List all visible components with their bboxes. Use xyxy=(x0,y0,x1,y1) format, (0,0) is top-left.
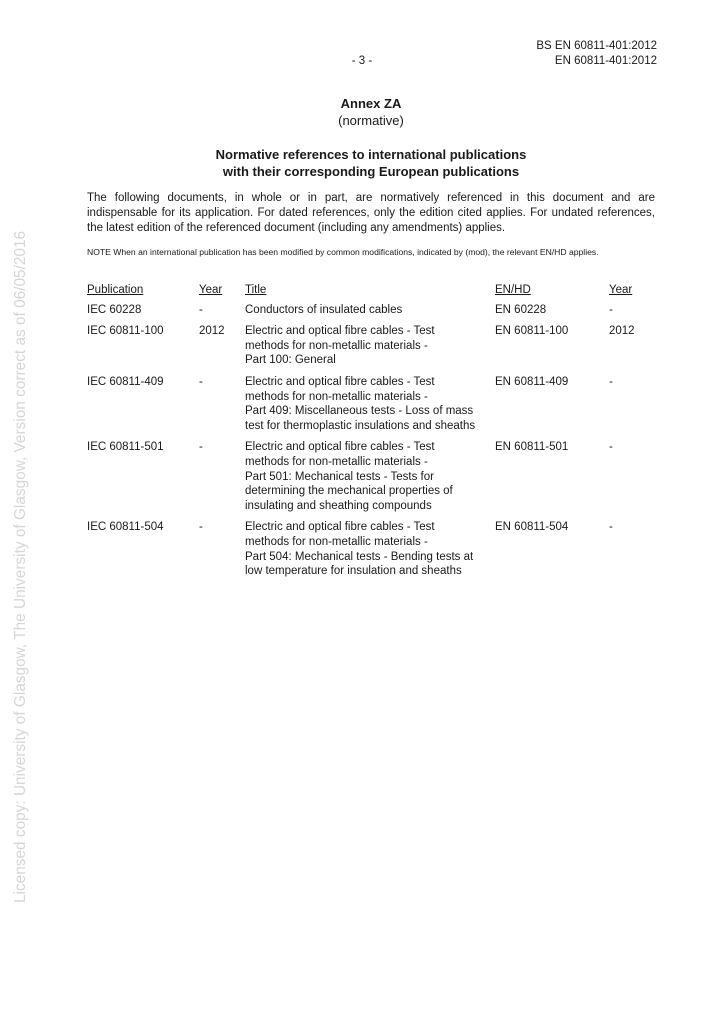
header-publication: Publication xyxy=(87,284,144,296)
title-line: Electric and optical fibre cables - Test xyxy=(245,325,435,338)
title-line: Part 100: General xyxy=(245,354,336,367)
cell-year: - xyxy=(199,303,203,316)
section-title xyxy=(0,146,724,180)
header-title: Title xyxy=(245,284,267,296)
cell-en-year: 2012 xyxy=(609,325,635,338)
page-number: - 3 - xyxy=(351,55,373,67)
cell-en-hd: EN 60811-100 xyxy=(495,325,569,338)
cell-publication: IEC 60811-504 xyxy=(87,521,164,534)
title-line: methods for non-metallic materials - xyxy=(245,339,428,352)
title-line: test for thermoplastic insulations and sheaths xyxy=(245,419,476,432)
cell-publication: IEC 60811-100 xyxy=(87,325,164,338)
cell-title xyxy=(245,520,495,578)
cell-en-hd: EN 60811-501 xyxy=(495,441,569,454)
title-line: methods for non-metallic materials - xyxy=(245,390,428,403)
table-row xyxy=(87,375,655,433)
cell-en-hd: EN 60228 xyxy=(495,303,547,316)
annex-title: Annex ZA xyxy=(340,96,402,111)
table-row xyxy=(87,440,655,513)
title-line: low temperature for insulation and sheaths xyxy=(245,565,462,578)
header-en-year: Year xyxy=(609,284,633,296)
cell-year: - xyxy=(199,441,203,454)
title-line: Electric and optical fibre cables - Test xyxy=(245,441,435,454)
cell-en-year: - xyxy=(609,375,613,388)
cell-title xyxy=(245,440,495,513)
cell-en-year: - xyxy=(609,303,613,316)
title-line: Conductors of insulated cables xyxy=(245,303,403,316)
title-line: Part 501: Mechanical tests - Tests for xyxy=(245,470,434,483)
annex-subtitle: (normative) xyxy=(338,113,404,128)
table-header-row xyxy=(87,283,655,298)
header-en-hd: EN/HD xyxy=(495,284,531,296)
license-watermark: Licensed copy: University of Glasgow, The University of Glasgow, Version correct as of 06/05/2016 xyxy=(12,230,29,903)
table-row xyxy=(87,303,655,318)
title-line: determining the mechanical properties of xyxy=(245,485,453,498)
cell-title xyxy=(245,375,495,433)
section-title-line1: Normative references to international publications xyxy=(215,147,527,162)
standard-number-bs: BS EN 60811-401:2012 xyxy=(536,40,657,52)
cell-year: 2012 xyxy=(199,325,225,338)
title-line: methods for non-metallic materials - xyxy=(245,535,428,548)
cell-en-year: - xyxy=(609,441,613,454)
table-row xyxy=(87,520,655,578)
cell-year: - xyxy=(199,375,203,388)
cell-title xyxy=(245,324,495,368)
note-paragraph: NOTE When an international publication has been modified by common modifications, indicated by (mod), the relevant EN/HD applies. xyxy=(87,247,599,257)
cell-publication: IEC 60811-501 xyxy=(87,441,164,454)
cell-year: - xyxy=(199,521,203,534)
title-line: Electric and optical fibre cables - Test xyxy=(245,521,435,534)
cell-publication: IEC 60811-409 xyxy=(87,375,164,388)
cell-en-hd: EN 60811-504 xyxy=(495,521,569,534)
title-line: methods for non-metallic materials - xyxy=(245,455,428,468)
cell-title xyxy=(245,303,495,318)
title-line: Part 409: Miscellaneous tests - Loss of mass xyxy=(245,405,474,418)
title-line: Part 504: Mechanical tests - Bending tests at xyxy=(245,550,474,563)
title-line: Electric and optical fibre cables - Test xyxy=(245,375,435,388)
cell-en-year: - xyxy=(609,521,613,534)
cell-publication: IEC 60228 xyxy=(87,303,142,316)
intro-paragraph: The following documents, in whole or in part, are normatively referenced in this document and are indispensable for its application. For dated references, only the edition cited applies. For undated references, the latest edition of the referenced document (including any amendments) applies. xyxy=(87,192,655,234)
cell-en-hd: EN 60811-409 xyxy=(495,375,569,388)
header-year: Year xyxy=(199,284,223,296)
references-table xyxy=(87,283,655,586)
standard-number-en: EN 60811-401:2012 xyxy=(554,55,657,67)
title-line: insulating and sheathing compounds xyxy=(245,499,432,512)
table-row xyxy=(87,324,655,368)
section-title-line2: with their corresponding European publications xyxy=(222,164,520,179)
